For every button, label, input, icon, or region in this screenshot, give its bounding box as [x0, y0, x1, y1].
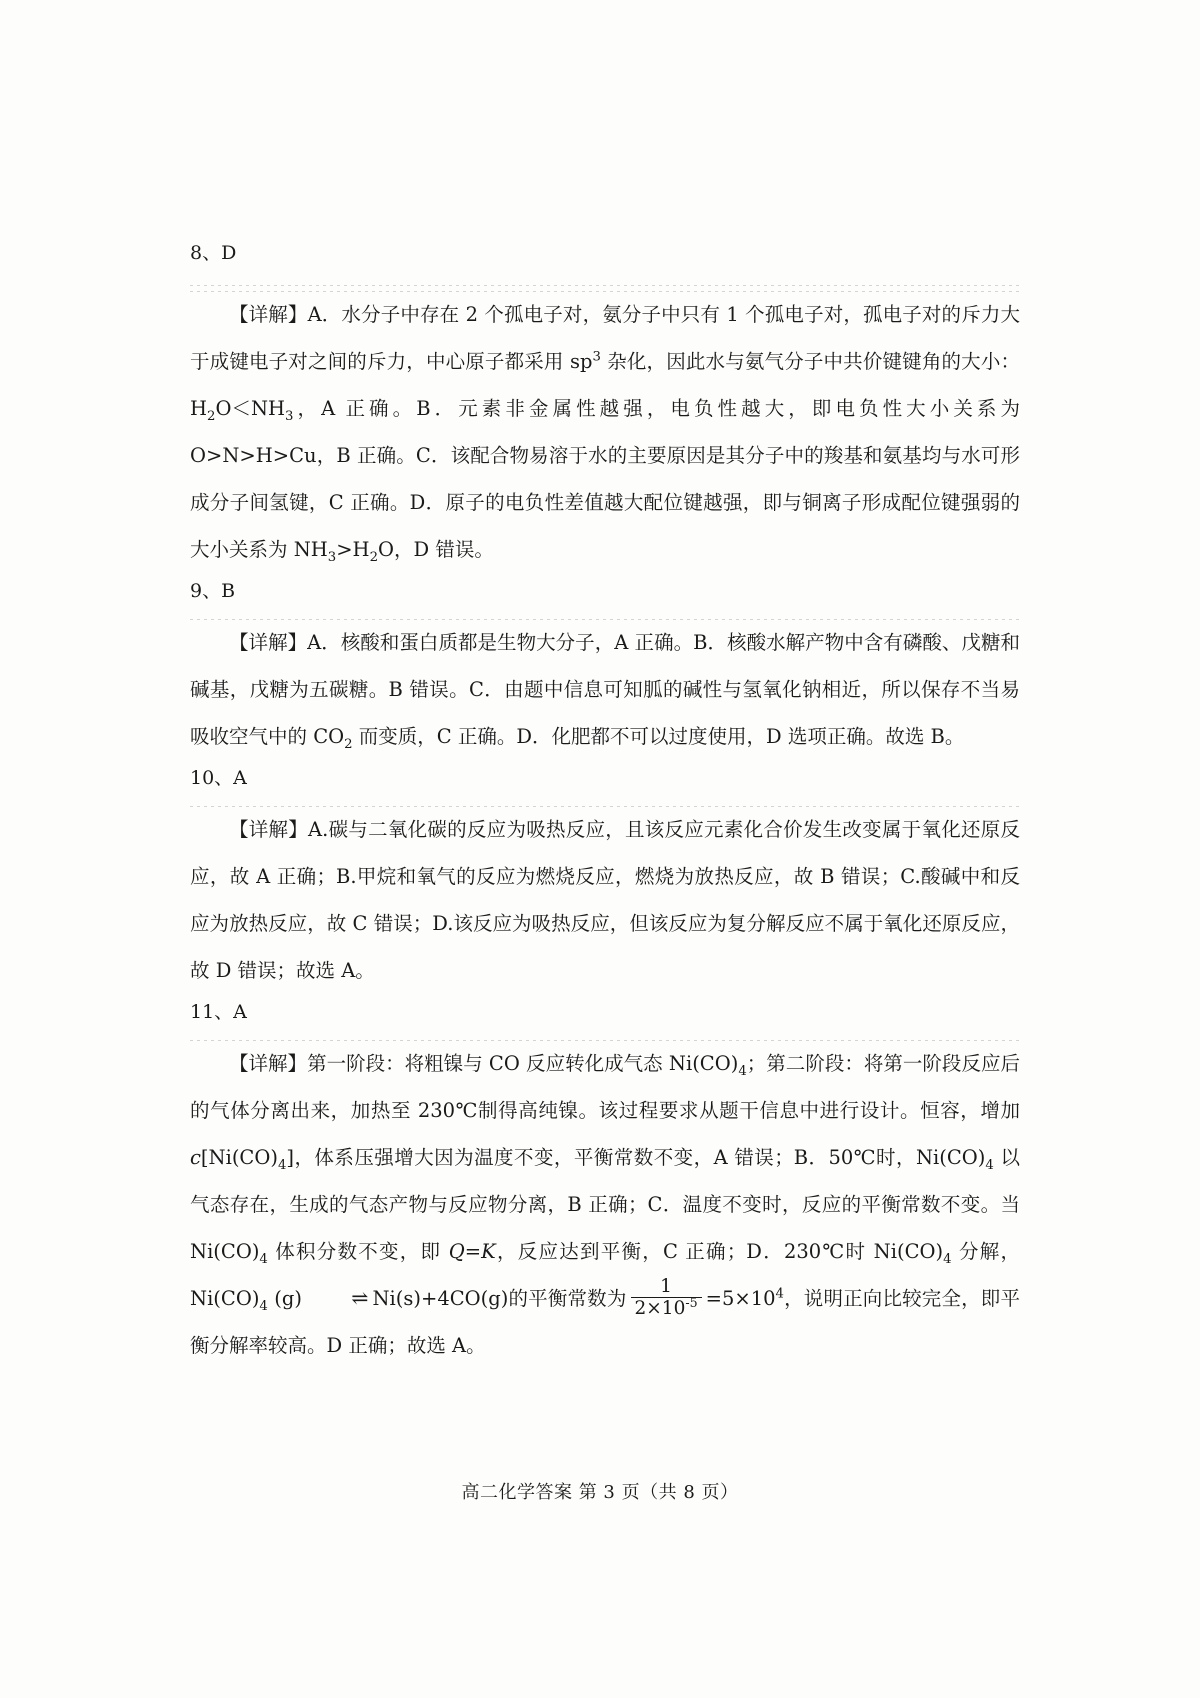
- text-segment: =: [464, 1240, 482, 1263]
- italic-symbol: K: [481, 1240, 496, 1263]
- fraction-numerator: 1: [660, 1275, 672, 1297]
- text-segment: 体积分数不变，即: [267, 1240, 449, 1263]
- subscript: 4: [259, 1298, 268, 1314]
- subscript: 4: [277, 1157, 287, 1173]
- fraction: [631, 1276, 702, 1320]
- text-segment: 而变质，C 正确。D．化肥都不可以过度使用，D 选项正确。故选 B。: [352, 725, 965, 748]
- subscript: 4: [738, 1063, 747, 1079]
- text-segment: O＜NH: [215, 397, 286, 420]
- italic-symbol: c: [190, 1146, 201, 1169]
- question-8: [190, 235, 1020, 573]
- text-segment: 杂化，因此水与氨气分子中共价键键角的大小：H: [190, 350, 1020, 420]
- question-number: 9、B: [190, 580, 236, 602]
- page-footer: 高二化学答案 第 3 页（共 8 页）: [461, 1482, 739, 1503]
- text-segment: ，反应达到平衡，C 正确；D．230℃时 Ni(CO): [495, 1240, 944, 1263]
- superscript: 3: [592, 349, 601, 365]
- superscript: 4: [775, 1286, 784, 1302]
- text-segment: Ni(s)+4CO(g)的平衡常数为: [372, 1287, 627, 1310]
- explanation-paragraph: [190, 291, 1020, 573]
- text-segment: ，A 正确。B．元素非金属性越强，电负性越大，即电负性大小关系为 O>N>H>Cu，B 正确。C．该配合物易溶于水的主要原因是其分子中的羧基和氨基均与水可形成分子间氢键，C 正确。D．原子的电负性差值越大配位键越强，即与铜离子形成配位键强弱的大小关系为 NH: [190, 397, 1020, 561]
- subscript: 2: [344, 736, 353, 752]
- italic-symbol: Q: [448, 1240, 465, 1263]
- text-segment: ，说明正向比较完全，即平衡分解率较高。D 正确；故选 A。: [190, 1287, 1020, 1357]
- subscript: 4: [943, 1251, 952, 1267]
- text-segment: 分解，Ni(CO): [190, 1240, 1020, 1310]
- text-segment: ]，体系压强增大因为温度不变，平衡常数不变，A 错误；B．50℃时，Ni(CO): [286, 1146, 986, 1169]
- equilibrium-arrow-icon: ⇌: [351, 1286, 369, 1310]
- question-11: [190, 994, 1020, 1369]
- text-segment: ；第二阶段：将第一阶段反应后的气体分离出来，加热至 230℃制得高纯镍。该过程要求从题干信息中进行设计。恒容，增加: [190, 1052, 1020, 1122]
- question-number: 10、A: [190, 767, 247, 789]
- text-segment: 【详解】A．核酸和蛋白质都是生物大分子，A 正确。B．核酸水解产物中含有磷酸、戊糖和碱基，戊糖为五碳糖。B 错误。C．由题中信息可知胍的碱性与氢氧化钠相近，所以保存不当易吸收空气中的 CO: [190, 631, 1020, 748]
- answer-content: [190, 235, 1020, 1369]
- question-number: 8、D: [190, 242, 237, 264]
- text-segment: (g): [267, 1287, 309, 1310]
- subscript: 3: [327, 549, 337, 565]
- denominator-exponent: -5: [685, 1294, 698, 1310]
- question-number: 11、A: [190, 1001, 247, 1023]
- text-segment: [Ni(CO): [200, 1146, 278, 1169]
- explanation-paragraph: [190, 619, 1020, 760]
- text-segment: 【详解】A．水分子中存在 2 个孤电子对，氨分子中只有 1 个孤电子对，孤电子对的斥力大于成键电子对之间的斥力，中心原子都采用 sp: [190, 303, 1020, 373]
- dotted-divider: [190, 281, 1020, 291]
- text-segment: 以气态存在，生成的气态产物与反应物分离，B 正确；C．温度不变时，反应的平衡常数不变。当 Ni(CO): [190, 1146, 1020, 1263]
- text-segment: 【详解】A.碳与二氧化碳的反应为吸热反应，且该反应元素化合价发生改变属于氧化还原反应，故 A 正确；B.甲烷和氧气的反应为燃烧反应，燃烧为放热反应，故 B 错误；C.酸碱中和反应为放热反应，故 C 错误；D.该反应为吸热反应，但该反应为复分解反应不属于氧化还原反应，故 D 错误；故选 A。: [190, 818, 1020, 982]
- fraction-denominator: [631, 1294, 702, 1319]
- denominator-base: 2×10: [634, 1298, 686, 1319]
- explanation-paragraph: [190, 806, 1020, 994]
- subscript: 2: [207, 408, 216, 424]
- subscript: 4: [985, 1157, 994, 1173]
- question-9: [190, 573, 1020, 760]
- subscript: 4: [259, 1251, 268, 1267]
- text-segment: =5×10: [705, 1287, 776, 1310]
- subscript: 2: [369, 549, 379, 565]
- text-segment: 【详解】第一阶段：将粗镍与 CO 反应转化成气态 Ni(CO): [229, 1052, 739, 1075]
- subscript: 3: [285, 408, 294, 424]
- question-10: [190, 760, 1020, 994]
- text-segment: >H: [336, 538, 370, 561]
- text-segment: O，D 错误。: [378, 538, 494, 561]
- explanation-paragraph: [190, 1040, 1020, 1369]
